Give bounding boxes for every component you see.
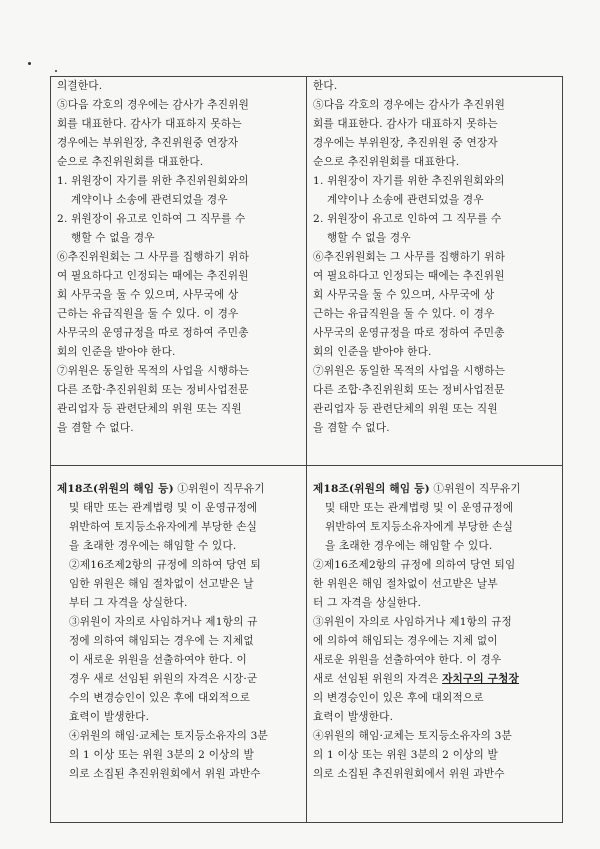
text-line: 수의 변경승인이 있은 후에 대외적으로 (69, 692, 251, 704)
text-line: 임한 위원은 해임 절차없이 선고받은 날 (69, 578, 254, 590)
text-line: 근하는 유급직원을 둘 수 있다. 이 경우 (313, 308, 495, 320)
text-line: 관리업자 등 관련단체의 위원 또는 직원 (57, 403, 242, 415)
right-column-cell (307, 466, 563, 823)
text-line: 을 겸할 수 없다. (313, 422, 390, 434)
text-line: ②제16조제2항의 규정에 의하여 당연 퇴 (69, 559, 261, 571)
text-line: 사무국의 운영규정을 따로 정하여 주민총 (57, 327, 249, 339)
text-line: 회를 대표한다. 감사가 대표하지 못하는 (313, 118, 498, 130)
list-item: 2. 위원장이 유고로 인하여 그 직무를 수 (57, 213, 246, 225)
text-line: 의 1 이상 또는 위원 3분의 2 이상의 발 (313, 749, 498, 761)
text-line: 의로 소집된 추진위원회에서 위원 과반수 (69, 768, 261, 780)
text-line: ⑦위원은 동일한 목적의 사업을 시행하는 (313, 365, 505, 377)
scan-speck (55, 70, 57, 72)
text-line: 여 필요하다고 인정되는 때에는 추진위원 (313, 270, 505, 282)
text-line: 및 태만 또는 관계법령 및 이 운영규정에 (325, 502, 514, 514)
text-line: 위반하여 토지등소유자에게 부당한 손실 (69, 521, 258, 533)
text-line: 을 겸할 수 없다. (57, 422, 134, 434)
article-first-clause: ①위원이 직무유기 (429, 483, 521, 495)
text-line: ⑤다음 각호의 경우에는 감사가 추진위원 (57, 99, 249, 111)
text-fragment: 의 변경승인이 있은 후에 대외적으로 (313, 692, 484, 704)
comparison-table (50, 76, 563, 823)
list-item-cont: 계약이나 소송에 관련되었을 경우 (71, 194, 228, 206)
text-line: 다른 조합·추진위원회 또는 정비사업전문 (313, 384, 505, 396)
text-line: ⑥추진위원회는 그 사무를 집행하기 위하 (57, 251, 249, 263)
text-line: 순으로 추진위원회를 대표한다. (57, 156, 204, 168)
text-line: 및 태만 또는 관계법령 및 이 운영규정에 (69, 502, 258, 514)
right-block-1 (313, 77, 558, 438)
text-line: 회의 인준을 받아야 한다. (57, 346, 176, 358)
text-line: ⑤다음 각호의 경우에는 감사가 추진위원 (313, 99, 505, 111)
text-line: ④위원의 해임·교체는 토지등소유자의 3분 (313, 730, 512, 742)
text-line: 경우에는 부위원장, 추진위원중 연장자 (57, 137, 239, 149)
list-item-cont: 계약이나 소송에 관련되었을 경우 (327, 194, 484, 206)
text-line: 의결한다. (57, 80, 103, 92)
text-line: 한 위원은 해임 절차없이 선고받은 날부 (313, 578, 498, 590)
article-first-clause: ①위원이 직무유기 (173, 483, 265, 495)
left-block-1 (57, 77, 302, 438)
text-line: 터 그 자격을 상실한다. (313, 597, 422, 609)
text-line: 에 의하여 해임되는 경우에는 지체 없이 (313, 635, 498, 647)
text-line: 여 필요하다고 인정되는 때에는 추진위원 (57, 270, 249, 282)
text-line: ③위원이 자의로 사임하거나 제1항의 규정 (313, 616, 512, 628)
text-line: 부터 그 자격을 상실한다. (69, 597, 188, 609)
text-line: 회 사무국을 둘 수 있으며, 사무국에 상 (57, 289, 239, 301)
table-row (51, 466, 563, 823)
list-item: 2. 위원장이 유고로 인하여 그 직무를 수 (313, 213, 502, 225)
text-line: 순으로 추진위원회를 대표한다. (313, 156, 460, 168)
article-title: 제18조(위원의 해임 등) (313, 483, 430, 495)
text-line: ②제16조제2항의 규정에 의하여 당연 퇴임 (313, 559, 516, 571)
scan-speck (28, 62, 31, 65)
text-line: 위반하여 토지등소유자에게 부당한 손실 (325, 521, 514, 533)
text-line: 근하는 유급직원을 둘 수 있다. 이 경우 (57, 308, 239, 320)
text-line: 관리업자 등 관련단체의 위원 또는 직원 (313, 403, 498, 415)
table-row (51, 77, 563, 466)
list-item: 1. 위원장이 자기를 위한 추진위원회와의 (57, 175, 249, 187)
text-line: 이 새로운 위원을 선출하여야 한다. 이 (69, 654, 247, 666)
text-line: 을 초래한 경우에는 해임할 수 있다. (69, 540, 237, 552)
text-line: 효력이 발생한다. (313, 711, 394, 723)
left-column-cell (51, 466, 307, 823)
text-line: 다른 조합·추진위원회 또는 정비사업전문 (57, 384, 249, 396)
text-line (313, 689, 558, 708)
text-fragment: 새로 선임된 위원의 자격은 (313, 673, 439, 685)
text-line: 경우에는 부위원장, 추진위원 중 연장자 (313, 137, 498, 149)
text-line: 의로 소집된 추진위원회에서 위원 과반수 (313, 768, 505, 780)
article-title: 제18조(위원의 해임 등) (57, 483, 174, 495)
text-line: ④위원의 해임·교체는 토지등소유자의 3분 (69, 730, 268, 742)
text-line: 을 초래한 경우에는 해임할 수 있다. (325, 540, 493, 552)
text-line: 경우 새로 선임된 위원의 자격은 시장·군 (69, 673, 258, 685)
text-line: 의 1 이상 또는 위원 3분의 2 이상의 발 (69, 749, 254, 761)
text-line: 사무국의 운영규정을 따로 정하여 주민총 (313, 327, 505, 339)
text-line: 정에 의하여 해임되는 경우에 는 지체없 (69, 635, 254, 647)
text-line: ⑥추진위원회는 그 사무를 집행하기 위하 (313, 251, 505, 263)
text-line: 회 사무국을 둘 수 있으며, 사무국에 상 (313, 289, 495, 301)
text-line: 효력이 발생한다. (69, 711, 150, 723)
article-heading-line (313, 480, 558, 499)
list-item-cont: 행할 수 없을 경우 (327, 232, 411, 244)
article-heading-line (57, 480, 302, 499)
text-line: 새로운 위원을 선출하여야 한다. 이 경우 (313, 654, 502, 666)
text-line (313, 670, 558, 689)
right-column-cell (307, 77, 563, 466)
list-item: 1. 위원장이 자기를 위한 추진위원회와의 (313, 175, 505, 187)
amended-text: 자치구의 구청장 (442, 673, 519, 685)
left-column-cell (51, 77, 307, 466)
text-line: 회의 인준을 받아야 한다. (313, 346, 432, 358)
text-line: 한다. (313, 80, 338, 92)
list-item-cont: 행할 수 없을 경우 (71, 232, 155, 244)
text-line: ③위원이 자의로 사임하거나 제1항의 규 (69, 616, 258, 628)
text-line: 회를 대표한다. 감사가 대표하지 못하는 (57, 118, 242, 130)
text-line: ⑦위원은 동일한 목적의 사업을 시행하는 (57, 365, 249, 377)
